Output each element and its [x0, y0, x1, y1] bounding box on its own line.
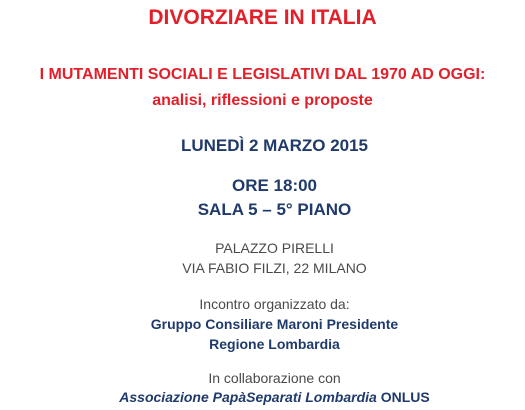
venue-name: PALAZZO PIRELLI: [215, 240, 334, 256]
organizer-line-1: Gruppo Consiliare Maroni Presidente: [150, 316, 399, 332]
collaboration-label: In collaborazione con: [208, 370, 341, 386]
association-suffix: ONLUS: [376, 389, 430, 405]
organized-by-label: Incontro organizzato da:: [199, 296, 350, 312]
association-prefix: Associazione: [119, 389, 213, 405]
association-name: PapàSeparati Lombardia: [212, 389, 377, 405]
organizer-line-2: Regione Lombardia: [209, 336, 340, 352]
event-room: SALA 5 – 5° PIANO: [197, 200, 352, 219]
page-title: DIVORZIARE IN ITALIA: [148, 6, 377, 29]
subtitle-line-1: I MUTAMENTI SOCIALI E LEGISLATIVI DAL 1970 AD OGGI:: [39, 66, 486, 83]
subtitle-line-2: analisi, riflessioni e proposte: [152, 92, 373, 109]
event-time: ORE 18:00: [231, 176, 318, 195]
event-date: LUNEDÌ 2 MARZO 2015: [180, 136, 369, 155]
venue-address: VIA FABIO FILZI, 22 MILANO: [182, 260, 367, 276]
association-line: [12, 390, 525, 404]
